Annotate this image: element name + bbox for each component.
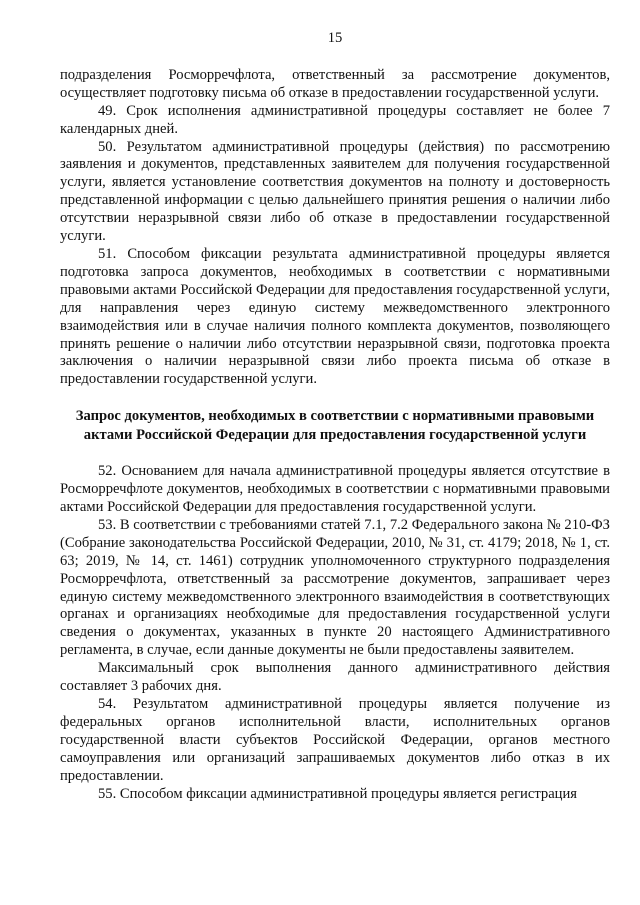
paragraph-51: 51. Способом фиксации результата административной процедуры является подготовка запроса документов, необходимых в соответствии с нормативными правовыми актами Российской Федерации для предоставления государственной услуги, для направления через единую систему межведомственного электронного взаимодействия или в случае наличия полного комплекта документов, позволяющего принять решение о наличии либо отсутствии неразрывной связи, подготовка проекта заключения о наличии неразрывной связи либо проекта письма об отказе в предоставлении государственной услуги. — [60, 245, 610, 388]
paragraph-52: 52. Основанием для начала административной процедуры является отсутствие в Росморречфлоте документов, необходимых в соответствии с нормативными правовыми актами Российской Федерации для предоставления государственной услуги. — [60, 463, 610, 516]
paragraph-50: 50. Результатом административной процедуры (действия) по рассмотрению заявления и документов, представленных заявителем для получения государственной услуги, является установление соответствия документов на полноту и достоверность представленной информации с целью дальнейшего принятия решения о наличии либо отсутствии неразрывной связи либо об отказе в предоставлении государственной услуги. — [60, 138, 610, 245]
page-number: 15 — [327, 30, 343, 46]
paragraph-53: 53. В соответствии с требованиями статей 7.1, 7.2 Федерального закона № 210-ФЗ (Собрание законодательства Российской Федерации, 2010, № 31, ст. 4179; 2018, № 1, ст. 63; 2019, № 14, ст. 1461) сотрудник уполномоченного структурного подразделения Росморречфлота, ответственный за рассмотрение документов, запрашивает через единую систему межведомственного электронного взаимодействия в соответствующих органах и организациях необходимые для предоставления государственной услуги сведения о документах, указанных в пункте 20 настоящего Административного регламента, в случае, если данные документы не были предоставлены заявителем. — [60, 516, 610, 659]
section-heading: Запрос документов, необходимых в соответствии с нормативными правовыми актами Российской Федерации для предоставления государственной услуги — [75, 408, 595, 443]
document-page — [60, 30, 610, 803]
paragraph-max-term: Максимальный срок выполнения данного административного действия составляет 3 рабочих дня. — [60, 660, 610, 695]
paragraph-55: 55. Способом фиксации административной процедуры является регистрация — [98, 785, 577, 802]
paragraph-49: 49. Срок исполнения административной процедуры составляет не более 7 календарных дней. — [60, 102, 610, 137]
paragraph-continuation: подразделения Росморречфлота, ответственный за рассмотрение документов, осуществляет подготовку письма об отказе в предоставлении государственной услуги. — [60, 66, 610, 101]
paragraph-54: 54. Результатом административной процедуры является получение из федеральных органов исполнительной власти, исполнительных органов государственной власти субъектов Российской Федерации, органов местного самоуправления или организаций запрашиваемых документов либо отказ в их предоставлении. — [60, 696, 610, 784]
